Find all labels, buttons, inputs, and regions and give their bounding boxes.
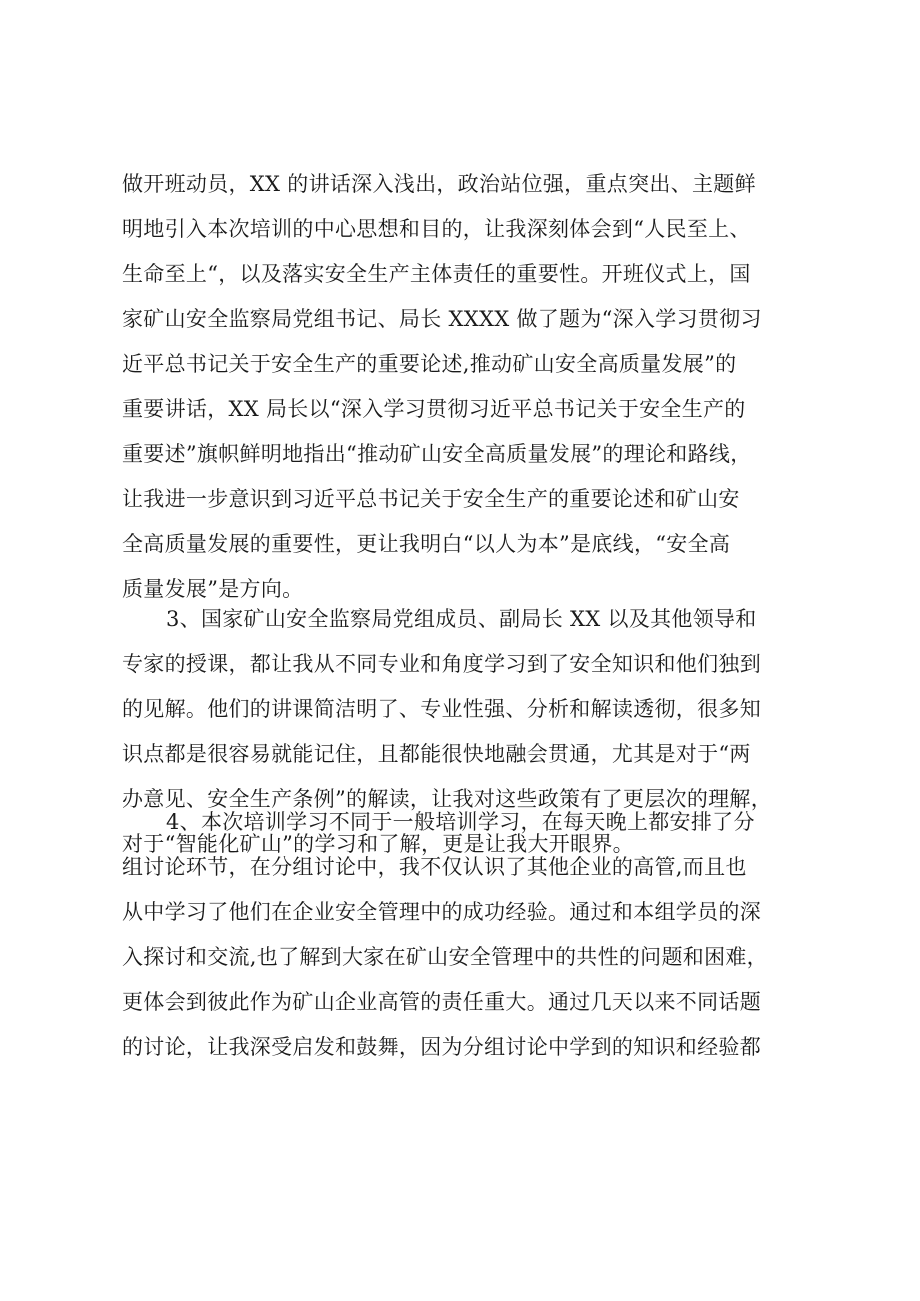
paragraph-line: 近平总书记关于安全生产的重要论述,推动矿山安全高质量发展”的 — [122, 352, 737, 376]
paragraph-line: 的见解。他们的讲课简洁明了、专业性强、分析和解读透彻，很多知 — [122, 697, 761, 721]
paragraph-line: 家矿山安全监察局党组书记、局长 XXXX 做了题为“深入学习贯彻习 — [122, 307, 762, 331]
paragraph-line: 生命至上“，以及落实安全生产主体责任的重要性。开班仪式上，国 — [122, 262, 751, 286]
paragraph-1 — [122, 162, 802, 612]
paragraph-line: 重要述”旗帜鲜明地指出“推动矿山安全高质量发展”的理论和路线， — [122, 442, 752, 466]
paragraph-line: 3、国家矿山安全监察局党组成员、副局长 XX 以及其他领导和 — [166, 607, 757, 631]
paragraph-line: 全高质量发展的重要性，更让我明白“以人为本”是底线，“安全高 — [122, 532, 731, 556]
paragraph-line: 4、本次培训学习不同于一般培训学习，在每天晚上都安排了分 — [166, 810, 755, 834]
paragraph-line: 让我进一步意识到习近平总书记关于安全生产的重要论述和矿山安 — [122, 487, 740, 511]
paragraph-line: 入探讨和交流,也了解到大家在矿山安全管理中的共性的问题和困难， — [122, 945, 768, 969]
paragraph-line: 专家的授课，都让我从不同专业和角度学习到了安全知识和他们独到 — [122, 652, 761, 676]
paragraph-line: 重要讲话，XX 局长以“深入学习贯彻习近平总书记关于安全生产的 — [122, 397, 746, 421]
paragraph-line: 从中学习了他们在企业安全管理中的成功经验。通过和本组学员的深 — [122, 900, 761, 924]
paragraph-line: 对于“智能化矿山”的学习和了解，更是让我大开眼界。 — [122, 832, 634, 856]
paragraph-line: 更体会到彼此作为矿山企业高管的责任重大。通过几天以来不同话题 — [122, 990, 761, 1014]
paragraph-line: 组讨论环节，在分组讨论中，我不仅认识了其他企业的高管,而且也 — [122, 855, 747, 879]
paragraph-line: 的讨论，让我深受启发和鼓舞，因为分组讨论中学到的知识和经验都 — [122, 1035, 761, 1059]
paragraph-line: 明地引入本次培训的中心思想和目的，让我深刻体会到“人民至上、 — [122, 217, 751, 241]
paragraph-3 — [122, 800, 802, 1070]
paragraph-line: 做开班动员，XX 的讲话深入浅出，政治站位强，重点突出、主题鲜 — [122, 172, 756, 196]
paragraph-line: 办意见、安全生产条例”的解读，让我对这些政策有了更层次的理解， — [122, 787, 773, 811]
paragraph-line: 识点都是很容易就能记住，且都能很快地融会贯通，尤其是对于“两 — [122, 742, 751, 766]
paragraph-line: 质量发展”是方向。 — [122, 577, 304, 601]
